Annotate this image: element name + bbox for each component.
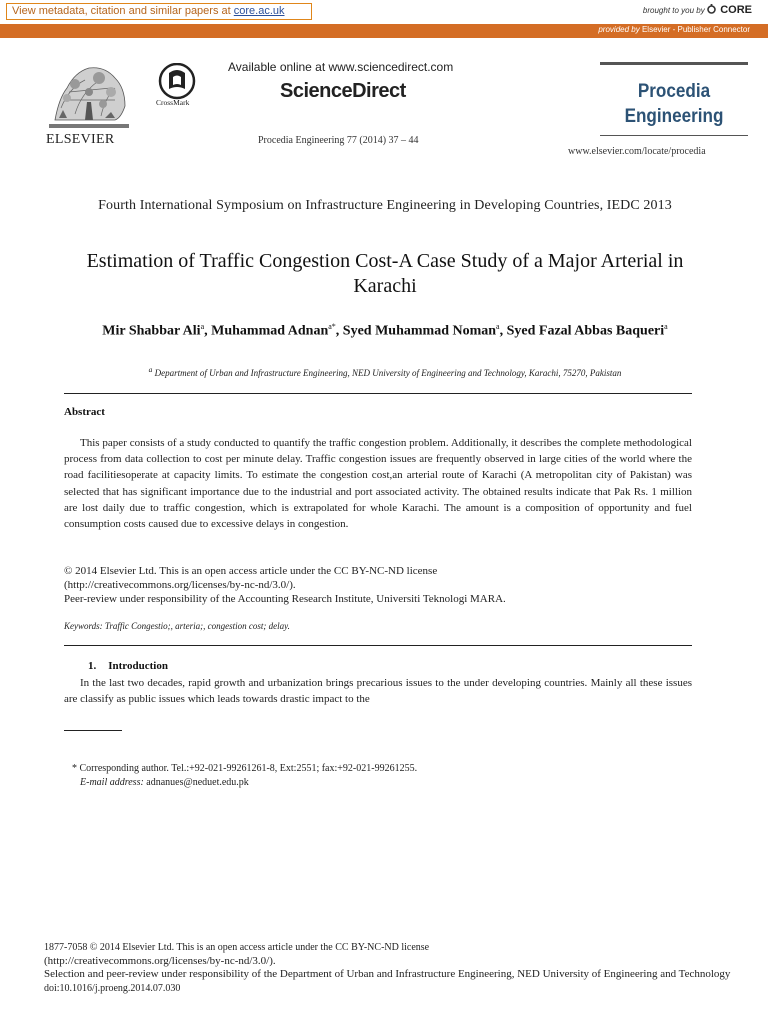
brought-text: brought to you by (642, 6, 705, 15)
journal-title-box (600, 62, 748, 136)
affiliation-text: Department of Urban and Infrastructure Engineering, NED University of Engineering and Technology, Karachi, 75270, Pakistan (154, 368, 622, 378)
author-affiliation-mark: a (664, 322, 668, 331)
intro-body: In the last two decades, rapid growth and urbanization brings precarious issues to the under developing countries. Mainly all these issues are classify as public issues which leads towards drastic impact to the (64, 677, 692, 705)
core-icon (707, 4, 716, 15)
section-heading (88, 660, 168, 672)
core-metadata-link[interactable] (6, 3, 312, 20)
author-name: Syed Fazal Abbas Baqueri (506, 323, 665, 339)
affiliation-mark: a (148, 365, 153, 374)
sciencedirect-logo: ScienceDirect (280, 80, 406, 102)
selection-note: Selection and peer-review under responsibility of the Department of Urban and Infrastructure Engineering, NED University of Engineering and Technology (44, 968, 731, 980)
brought-to-you[interactable] (643, 4, 752, 16)
corresponding-author: * Corresponding author. Tel.:+92-021-99261261-8, Ext:2551; fax:+92-021-99261255. (72, 763, 418, 774)
provided-by-label: provided by (598, 25, 640, 34)
author-affiliation-mark: a* (328, 322, 336, 331)
footer-license-url[interactable]: (http://creativecommons.org/licenses/by-nc-nd/3.0/). (44, 954, 276, 967)
license-block (64, 564, 692, 606)
keywords-text: Traffic Congestio;, arteria;, congestion cost; delay. (104, 621, 290, 631)
author-affiliation-mark: a (200, 322, 205, 331)
doi[interactable]: doi:10.1016/j.proeng.2014.07.030 (44, 982, 181, 994)
page-footer (44, 941, 734, 995)
article-title: Estimation of Traffic Congestion Cost-A Case Study of a Major Arterial in Karachi (86, 250, 684, 297)
crossmark-icon[interactable] (157, 63, 197, 103)
available-online: Available online at www.sciencedirect.com (228, 60, 454, 74)
footnote-divider (64, 730, 122, 731)
keywords (64, 621, 290, 631)
core-metadata-text: View metadata, citation and similar papers at (12, 5, 234, 17)
email-address[interactable]: adnanues@neduet.edu.pk (146, 777, 249, 788)
email-line (72, 776, 417, 790)
journal-title-line-1: Procedia (637, 81, 711, 102)
journal-title-line-2: Engineering (624, 106, 724, 127)
author-list: Mir Shabbar Ali$^a$, Muhammad Adnan$^{a*}$, Syed Muhammad Noman$^a$, Syed Fazal Abbas Baqueri$^a$ (102, 322, 668, 339)
abstract-body: This paper consists of a study conducted to quantify the traffic congestion problem. Additionally, it describes the complete methodological process from data collection to cost per minute delay. Traffic congestion issues are frequently observed in large cities of the world where the road facilitiesoperate at capacity limits. To estimate the congestion cost,an arterial route of Karachi (A metropolitan city of Pakistan) was selected that has significant importance due to the industrial and port associated activity. The obtained results indicate that Pak Rs. 1 million are lost daily due to traffic congestion, which is extrapolated for whole Karachi. The amount is a composition of opportunity and fuel consumption costs caused due to excessive delays in congestion. (64, 437, 692, 531)
conference-name: Fourth International Symposium on Infrastructure Engineering in Developing Countries, IEDC 2013 (98, 198, 672, 213)
core-banner (0, 0, 768, 24)
affiliation (60, 365, 710, 378)
crossmark-label: CrossMark (156, 98, 190, 107)
divider (64, 393, 692, 394)
footnote (72, 762, 417, 790)
journal-reference: Procedia Engineering 77 (2014) 37 – 44 (258, 135, 419, 146)
section-number: 1. (88, 660, 97, 672)
provided-bar (0, 24, 768, 38)
journal-url[interactable]: www.elsevier.com/locate/procedia (568, 146, 706, 157)
author-name: Mir Shabbar Ali (102, 323, 201, 339)
journal-title (607, 79, 740, 129)
publisher-name: ELSEVIER (46, 132, 115, 147)
divider (64, 645, 692, 646)
author-name: Syed Muhammad Noman (342, 323, 497, 339)
provided-by[interactable] (598, 25, 750, 34)
author-name: Muhammad Adnan (211, 323, 329, 339)
issn-line: 1877-7058 © 2014 Elsevier Ltd. This is an open access article under the CC BY-NC-ND license (44, 942, 430, 953)
keywords-label: Keywords: (64, 621, 103, 631)
section-title: Introduction (108, 660, 168, 672)
abstract-heading: Abstract (64, 406, 105, 418)
license-url[interactable]: (http://creativecommons.org/licenses/by-nc-nd/3.0/). (64, 579, 296, 591)
email-label: E-mail address: (80, 777, 144, 788)
license-line: © 2014 Elsevier Ltd. This is an open access article under the CC BY-NC-ND license (64, 565, 438, 577)
core-link-text[interactable]: core.ac.uk (233, 5, 285, 17)
provider-name: Elsevier - Publisher Connector (641, 25, 750, 34)
author-affiliation-mark: a (496, 322, 500, 331)
core-label: CORE (720, 4, 752, 16)
peer-review-note: Peer-review under responsibility of the Accounting Research Institute, Universiti Teknologi MARA. (64, 593, 506, 605)
